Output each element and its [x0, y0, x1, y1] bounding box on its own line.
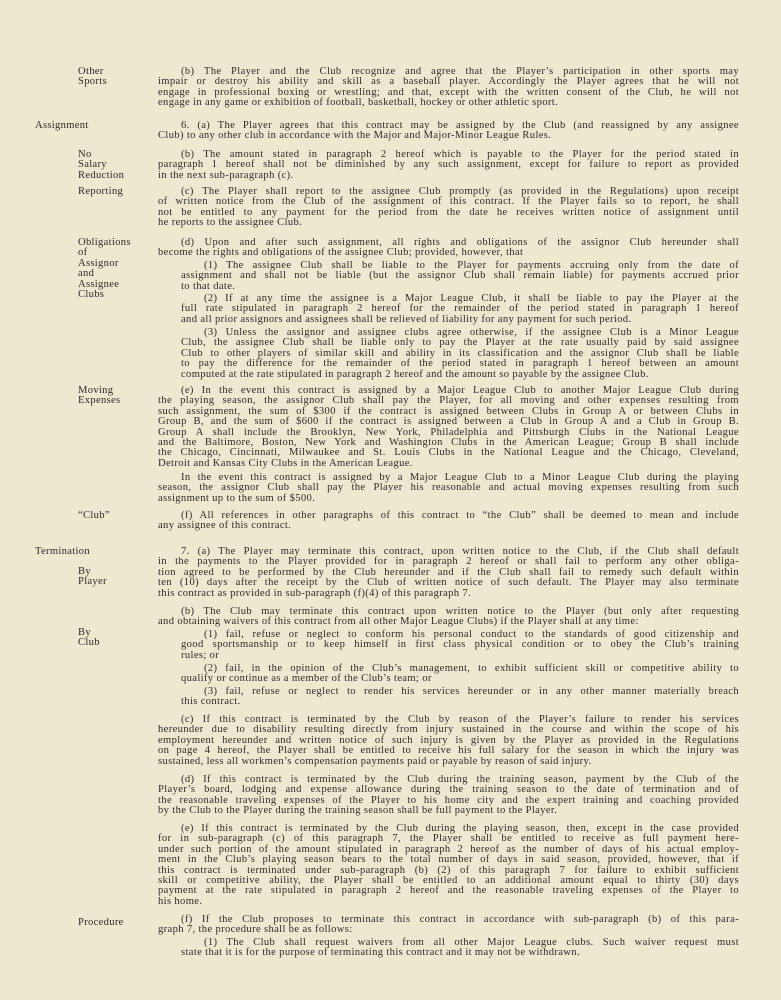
margin-label-by-club	[78, 628, 100, 649]
text-line: Group B, and the sum of $600 if the contract is assigned between a Club in Group A and a Club in Group B.	[158, 416, 739, 428]
text-line: (d) Upon and after such assignment, all rights and obligations of the assignor Club hereunder shall	[181, 237, 739, 248]
text-line: (e) If this contract is terminated by the Club during the playing season, then, except in the case provided	[181, 823, 739, 834]
text-line: (2) fail, in the opinion of the Club’s management, to exhibit sufficient skill or competitive ability to	[204, 663, 739, 674]
text-line: (c) If this contract is terminated by the Club by reason of the Player’s failure to render his services	[181, 714, 739, 725]
margin-label-moving-expenses	[78, 386, 120, 407]
text-line: on page 4 hereof, the Player shall be entitled to receive his full salary for the season in which the injury was	[158, 745, 739, 757]
text-line: qualify or continue as a member of the Club’s team; or	[181, 673, 432, 685]
margin-label-line: Termination	[35, 546, 90, 557]
margin-label-line: and	[78, 268, 95, 280]
text-line: impair or destroy his ability and skill as a baseball player. Accordingly the Player agrees that he will not	[158, 76, 739, 88]
text-line: (c) The Player shall report to the assignee Club promptly (as provided in the Regulations) upon receipt	[181, 186, 739, 197]
text-line: this contract as provided in sub-paragraph (f)(4) of this paragraph 7.	[158, 587, 472, 599]
text-line: (b) The Player and the Club recognize and agree that the Player’s participation in other sports may	[181, 66, 739, 77]
paragraph-6a-assignment	[158, 121, 739, 142]
text-line: Club, the assignee Club shall be liable only to pay the Player at the rate usually paid by said assignee	[181, 337, 739, 349]
text-line: rules; or	[181, 649, 220, 661]
paragraph-7f1	[181, 938, 739, 959]
text-line: (2) If at any time the assignee is a Major League Club, it shall be liable to pay the Player at the	[204, 293, 739, 304]
text-line: paragraph 1 hereof shall not be diminished by any such assignment, except for failure to report as provided	[158, 159, 739, 171]
paragraph-7b2	[181, 664, 739, 685]
margin-label-line: Clubs	[78, 288, 105, 300]
text-line: (1) The Club shall request waivers from all other Major League clubs. Such waiver request must	[204, 937, 739, 948]
text-line: and obtaining waivers of this contract from all other Major League Clubs) if the Player shall at any time:	[158, 616, 639, 628]
text-line: (f) If the Club proposes to terminate this contract in accordance with sub-paragraph (b) of this para-	[181, 914, 739, 925]
margin-label-line: Assignee	[78, 278, 120, 290]
text-line: Club to other players of similar skill and ability in its classification and the assignor Club shall be liable	[181, 347, 739, 359]
text-line: under such portion of the amount stipulated in paragraph 2 hereof as the number of days of his actual employ-	[158, 843, 739, 855]
text-line: his home.	[158, 895, 203, 907]
margin-label-line: Assignor	[78, 257, 119, 269]
paragraph-6d2	[181, 294, 739, 325]
text-line: he reports to the assignee Club.	[158, 217, 303, 229]
text-line: (d) If this contract is terminated by the Club during the training season, payment by the Club of the	[181, 774, 739, 785]
paragraph-6f-club	[158, 511, 739, 532]
text-line: become the rights and obligations of the assignee Club; provided, however, that	[158, 247, 524, 259]
text-line: the playing season, the assignor Club shall pay the Player, for all moving and other expenses resulting from	[158, 395, 739, 407]
text-line: the reasonable traveling expenses of the Player to his home city and the expert training and coaching provided	[158, 794, 739, 806]
text-line: in the payments to the Player provided for in paragraph 2 hereof or shall fail to perform any other obliga-	[158, 556, 739, 568]
margin-label-line: By	[78, 566, 91, 577]
margin-label-line: No	[78, 149, 92, 160]
paragraph-6b-no-salary-reduction	[158, 150, 739, 181]
text-line: in the next sub-paragraph (c).	[158, 169, 294, 181]
text-line: skill or competitive ability, the Player shall be entitled to an additional amount equal to thirty (30) days	[158, 874, 739, 886]
text-line: ment in the Club’s playing season bears to the total number of days in said season, provided, however, that if	[158, 854, 739, 866]
text-line: (3) fail, refuse or neglect to render his services hereunder or in any other manner materially breach	[204, 686, 739, 697]
margin-label-line: Salary	[78, 159, 107, 171]
margin-label-line: of	[78, 247, 88, 259]
margin-label-no-salary-reduction	[78, 150, 124, 181]
paragraph-6e-moving-expenses	[158, 386, 739, 469]
text-line: full rate stipulated in paragraph 2 hereof for the remainder of the period stated in paragraph 1 hereof	[181, 303, 739, 315]
margin-label-obligations	[78, 238, 131, 300]
text-line: assignment up to the sum of $500.	[158, 492, 316, 504]
text-line: and the Baltimore, Boston, New York and Washington Clubs in the American League; Group B shall include	[158, 436, 739, 448]
paragraph-6c-reporting	[158, 187, 739, 229]
text-line: (f) All references in other paragraphs of this contract to “the Club” shall be deemed to mean and include	[181, 510, 739, 521]
paragraph-7f-procedure	[158, 915, 739, 936]
text-line: In the event this contract is assigned by a Major League Club to a Minor League Club during the playing	[181, 472, 739, 483]
text-line: Club) to any other club in accordance with the Major and Major-Minor League Rules.	[158, 130, 552, 142]
margin-label-line: Other	[78, 66, 104, 77]
text-line: hereunder due to disability resulting directly from injury sustained in the course and within the scope of his	[158, 724, 739, 736]
paragraph-7b1	[181, 630, 739, 661]
text-line: the Chicago, Cincinnati, Milwaukee and St. Louis Clubs in the National League and the Chicago, Cleveland,	[158, 447, 739, 459]
margin-label-assignment	[35, 121, 89, 131]
text-line: (b) The amount stated in paragraph 2 hereof which is payable to the Player for the period stated in	[181, 149, 739, 160]
margin-label-line: Expenses	[78, 395, 121, 407]
text-line: to pay the difference for the remainder of the period stated in paragraph 1 hereof between an amount	[181, 358, 739, 370]
margin-label-by-player	[78, 567, 107, 588]
margin-label-line: Moving	[78, 385, 114, 396]
paragraph-6d1	[181, 261, 739, 292]
text-line: engage in any game or exhibition of football, basketball, hockey or other athletic sport.	[158, 97, 559, 109]
text-line: state that it is for the purpose of terminating this contract and it may not be withdrawn.	[181, 947, 580, 959]
margin-label-line: Reduction	[78, 169, 125, 181]
paragraph-7a-termination-by-player	[158, 547, 739, 599]
margin-label-line: Obligations	[78, 237, 131, 248]
text-line: such assignment, the sum of $300 if the contract is assigned between Clubs in Group A or between Clubs in	[158, 405, 739, 417]
text-line: Detroit and Kansas City Clubs in the American League.	[158, 457, 413, 469]
paragraph-6e-minor-league	[158, 473, 739, 504]
margin-label-line: Club	[78, 637, 100, 649]
text-line: tion agreed to be performed by the Club hereunder and if the Club shall fail to remedy such default within	[158, 566, 739, 578]
paragraph-7e-playing-season	[158, 824, 739, 907]
text-line: by the Club to the Player during the training season shall be full payment to the Player.	[158, 805, 558, 817]
text-line: Player’s board, lodging and expense allowance during the training season to the date of termination and of	[158, 784, 739, 796]
margin-label-line: Player	[78, 576, 107, 588]
text-line: payment at the rate stipulated in paragraph 2 hereof and the reasonable traveling expenses of the Player to	[158, 885, 739, 897]
text-line: this contract is terminated under sub-paragraph (b) (2) of this paragraph 7 for failure to exhibit sufficient	[158, 864, 739, 876]
paragraph-7c-injury	[158, 715, 739, 767]
text-line: engage in professional boxing or wrestling; and that, except with the written consent of the Club, he will not	[158, 86, 739, 98]
margin-label-line: By	[78, 627, 91, 638]
text-line: graph 7, the procedure shall be as follows:	[158, 924, 353, 936]
text-line: of written notice from the Club of the assignment of this contract. If the Player fails so to report, he shall	[158, 196, 739, 208]
paragraph-5b-other-sports	[158, 67, 739, 109]
text-line: ten (10) days after the receipt by the Club of written notice of such default. The Player may also terminate	[158, 577, 739, 589]
margin-label-line: Reporting	[78, 186, 124, 197]
paragraph-7d-training-season	[158, 775, 739, 817]
margin-label-club	[78, 511, 110, 521]
margin-label-line: Sports	[78, 76, 107, 88]
margin-label-line: Assignment	[35, 120, 89, 131]
text-line: (1) fail, refuse or neglect to conform his personal conduct to the standards of good citizenship and	[204, 629, 739, 640]
text-line: computed at the rate stipulated in paragraph 2 hereof and the amount so payable by the assignee Club.	[181, 368, 649, 380]
text-line: 6. (a) The Player agrees that this contract may be assigned by the Club (and reassigned by any assignee	[181, 120, 739, 131]
text-line: (3) Unless the assignor and assignee clubs agree otherwise, if the assignee Club is a Minor League	[204, 327, 739, 338]
text-line: sustained, less all workmen’s compensation payments paid or payable by reason of said injury.	[158, 755, 592, 767]
margin-label-other-sports	[78, 67, 107, 88]
text-line: 7. (a) The Player may terminate this contract, upon written notice to the Club, if the Club shall default	[181, 546, 739, 557]
margin-label-line: Procedure	[78, 917, 124, 928]
margin-label-reporting	[78, 187, 123, 197]
margin-label-procedure	[78, 918, 124, 928]
text-line: season, the assignor Club shall pay the Player his reasonable and actual moving expenses resulting from such	[158, 482, 739, 494]
margin-label-termination	[35, 547, 90, 557]
text-line: (e) In the event this contract is assigned by a Major League Club to another Major League Club during	[181, 385, 739, 396]
text-line: good sportsmanship or to keep himself in first class physical condition or to obey the Club’s training	[181, 639, 739, 651]
paragraph-6d-obligations	[158, 238, 739, 259]
text-line: Group A shall include the Brooklyn, New York, Philadelphia and Pittsburgh Clubs in the National League	[158, 426, 739, 438]
text-line: (1) The assignee Club shall be liable to the Player for payments accruing only from the date of	[204, 260, 739, 271]
text-line: and all prior assignors and assignees shall be relieved of liability for any payment for such period.	[181, 313, 632, 325]
text-line: not be entitled to any payment for the period from the date he receives written notice of assignment until	[158, 206, 739, 218]
margin-label-line: “Club”	[78, 510, 110, 521]
text-line: this contract.	[181, 696, 241, 708]
paragraph-7b3	[181, 687, 739, 708]
text-line: for in sub-paragraph (c) of this paragraph 7, the Player shall be entitled to receive as full payment here-	[158, 833, 739, 845]
paragraph-6d3	[181, 328, 739, 380]
text-line: (b) The Club may terminate this contract upon written notice to the Player (but only after requesting	[181, 606, 739, 617]
text-line: employment hereunder and written notice of such injury is given by the Player as provided in the Regulations	[158, 734, 739, 746]
text-line: to that date.	[181, 280, 236, 292]
paragraph-7b-termination-by-club	[158, 607, 739, 628]
text-line: assignment and shall not be liable (but the assignor Club shall remain liable) for payments accrued prior	[181, 270, 739, 282]
text-line: any assignee of this contract.	[158, 520, 292, 532]
